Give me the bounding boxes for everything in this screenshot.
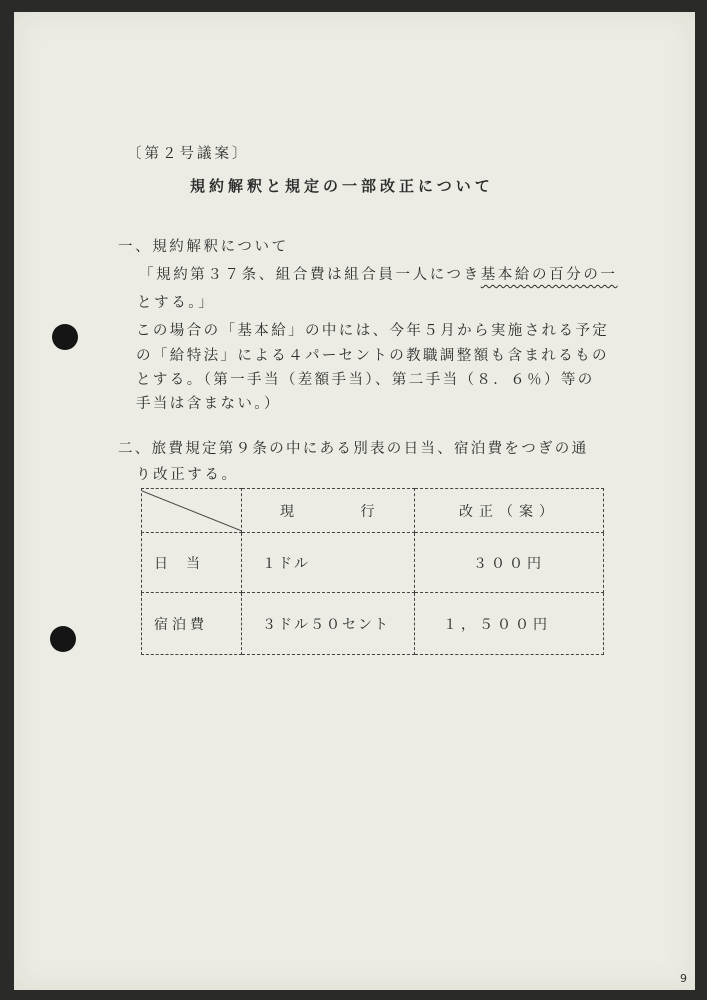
section1-heading: 一、規約解釈について	[118, 239, 289, 255]
table-row	[142, 533, 604, 593]
table-corner-cell	[142, 489, 242, 533]
row-current: ３ドル５０セント	[242, 593, 415, 655]
binder-hole-top	[52, 324, 78, 350]
page-number: 9	[680, 972, 687, 985]
header-current-char1: 現	[280, 503, 296, 520]
section1-body-line3: とする。（第一手当（差額手当）、第二手当（８．６％）等の	[136, 372, 595, 388]
binder-hole-bottom	[50, 626, 76, 652]
section1-body-line2: の「給特法」による４パーセントの教職調整額も含まれるもの	[136, 348, 609, 364]
section2-line1: 二、旅費規定第９条の中にある別表の日当、宿泊費をつぎの通	[118, 441, 589, 457]
row-label: 宿泊費	[142, 593, 242, 655]
section2-line2: り改正する。	[136, 467, 239, 483]
header-current	[242, 489, 415, 533]
row-current: １ドル	[242, 533, 415, 593]
allowance-table	[141, 488, 604, 655]
row-revised: １，５００円	[415, 593, 604, 655]
header-current-char2: 行	[360, 503, 377, 520]
section1-quote-line1	[139, 266, 618, 284]
diagonal-line-icon	[142, 489, 242, 533]
quote-text: 「規約第３７条、組合費は組合員一人につき	[139, 267, 481, 283]
section1-body-line1: この場合の「基本給」の中には、今年５月から実施される予定	[136, 323, 610, 339]
section1-quote-line2: とする。」	[137, 295, 216, 311]
row-revised: ３００円	[415, 533, 604, 593]
proposal-number: 〔第２号議案〕	[127, 146, 250, 162]
table-header-row	[142, 489, 604, 533]
header-revised: 改正（案）	[415, 489, 604, 533]
table-row	[142, 593, 604, 655]
row-label: 日当	[142, 533, 242, 593]
document-title: 規約解釈と規定の一部改正について	[190, 177, 494, 195]
underlined-base-salary: 基本給の百分の一	[480, 267, 618, 283]
section1-body-line4: 手当は含まない。）	[136, 396, 281, 412]
